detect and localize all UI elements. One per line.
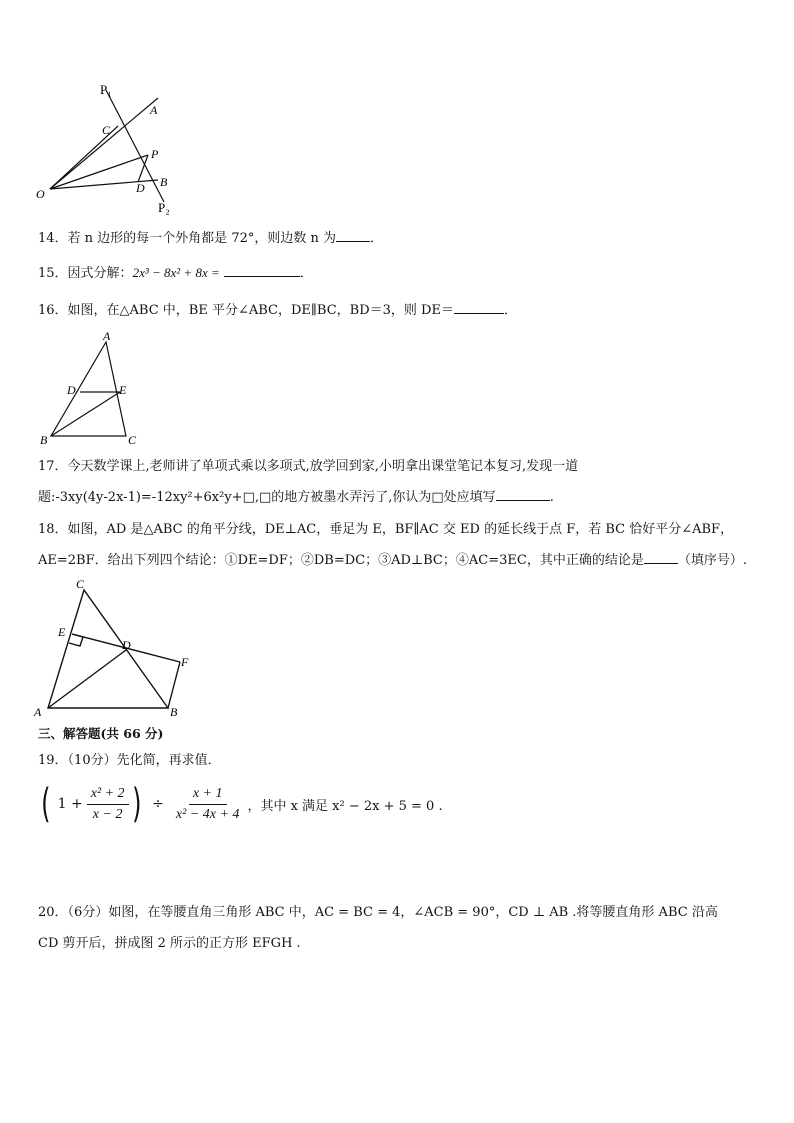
q16-answer-blank[interactable] (454, 301, 504, 314)
label-d: D (136, 181, 145, 195)
label-d: D (122, 638, 131, 652)
q14-text: 若 n 边形的每一个外角都是 72°，则边数 n 为 (67, 231, 336, 246)
figure-angle-op (30, 80, 200, 220)
q15-prefix: 因式分解： (67, 266, 133, 281)
q17-text-2: 题:-3xy(4y-2x-1)=-12xy²+6x²y+□,□的地方被墨水弄污了,你认为□处应填写 (38, 490, 496, 505)
question-18-line-1 (38, 521, 733, 539)
q19-condition: ，其中 x 满足 x² − 2x + 5 = 0 . (247, 798, 443, 814)
question-18-line-2 (38, 551, 747, 570)
figure-triangle-abc-bisector (30, 576, 200, 720)
q18-answer-blank[interactable] (644, 551, 678, 564)
question-16 (38, 301, 517, 320)
q17-end: . (549, 490, 554, 505)
q15-end: ． (299, 266, 313, 281)
label-b: B (160, 175, 168, 189)
label-e: E (58, 625, 66, 639)
q19-number: 19． (38, 753, 68, 768)
q16-number: 16． (38, 303, 68, 318)
label-b: B (40, 433, 48, 447)
fraction-1-numerator: x² + 2 (87, 786, 129, 805)
q14-number: 14． (38, 231, 68, 246)
q16-end: ． (503, 303, 517, 318)
label-f: F (181, 655, 189, 669)
question-17-line-2 (38, 488, 554, 507)
label-p: P (151, 147, 159, 161)
q17-answer-blank[interactable] (496, 488, 550, 501)
question-20-line-1 (38, 904, 718, 922)
question-19 (38, 752, 221, 770)
q19-expression (38, 776, 443, 832)
q17-number: 17． (38, 459, 68, 474)
label-a: A (103, 330, 111, 343)
label-e: E (119, 383, 127, 397)
section-title: 三、解答题(共 66 分) (38, 726, 164, 741)
fraction-1 (87, 786, 129, 823)
label-b: B (170, 705, 178, 719)
label-c: C (128, 433, 137, 447)
q14-end: ． (370, 231, 384, 246)
q18-text-1: 如图，AD 是△ABC 的角平分线，DE⊥AC，垂足为 E，BF∥AC 交 ED 的延长线于点 F，若 BC 恰好平分∠ABF， (67, 522, 734, 537)
q14-answer-blank[interactable] (336, 229, 370, 242)
q16-text: 如图，在△ABC 中，BE 平分∠ABC，DE∥BC，BD＝3，则 DE＝ (67, 303, 454, 318)
q15-expression: 2x³ − 8x² + 8x = (132, 265, 220, 280)
left-paren: ( (41, 781, 51, 827)
label-a: A (34, 705, 42, 719)
label-d: D (67, 383, 76, 397)
figure-triangle-abc (36, 330, 146, 448)
label-p2: P₂ (158, 200, 170, 215)
label-c: C (102, 123, 111, 137)
fraction-1-denominator: x − 2 (92, 806, 123, 822)
q15-number: 15． (38, 266, 68, 281)
question-20-line-2 (38, 935, 301, 953)
one-plus: 1 + (57, 796, 83, 812)
right-paren: ) (131, 781, 142, 827)
q18-number: 18． (38, 522, 68, 537)
q18-end: （填序号）. (677, 553, 747, 568)
label-a: A (150, 103, 158, 117)
q20-text-2: CD 剪开后，拼成图 2 所示的正方形 EFGH . (38, 936, 301, 951)
q18-text-2: AE=2BF．给出下列四个结论：①DE=DF；②DB=DC；③AD⊥BC；④AC=3EC，其中正确的结论是 (38, 553, 644, 568)
question-14 (38, 229, 383, 248)
question-15 (38, 264, 313, 283)
q15-answer-blank[interactable] (224, 264, 300, 277)
question-17-line-1 (38, 458, 578, 476)
fraction-2-numerator: x + 1 (189, 786, 227, 805)
q20-text-1: （6分）如图，在等腰直角三角形 ABC 中，AC = BC = 4，∠ACB = 90°，CD ⊥ AB .将等腰直角形 ABC 沿高 (67, 905, 718, 920)
q17-text-1: 今天数学课上,老师讲了单项式乘以多项式,放学回到家,小明拿出课堂笔记本复习,发现一道 (67, 459, 579, 474)
label-o: O (36, 187, 45, 201)
fraction-2 (172, 786, 244, 823)
label-p1: P₁ (100, 82, 112, 97)
divide-sign: ÷ (152, 796, 164, 812)
label-c: C (76, 577, 85, 591)
fraction-2-denominator: x² − 4x + 4 (175, 806, 240, 822)
q20-number: 20． (38, 905, 68, 920)
q19-text: （10分）先化简，再求值． (67, 753, 221, 768)
